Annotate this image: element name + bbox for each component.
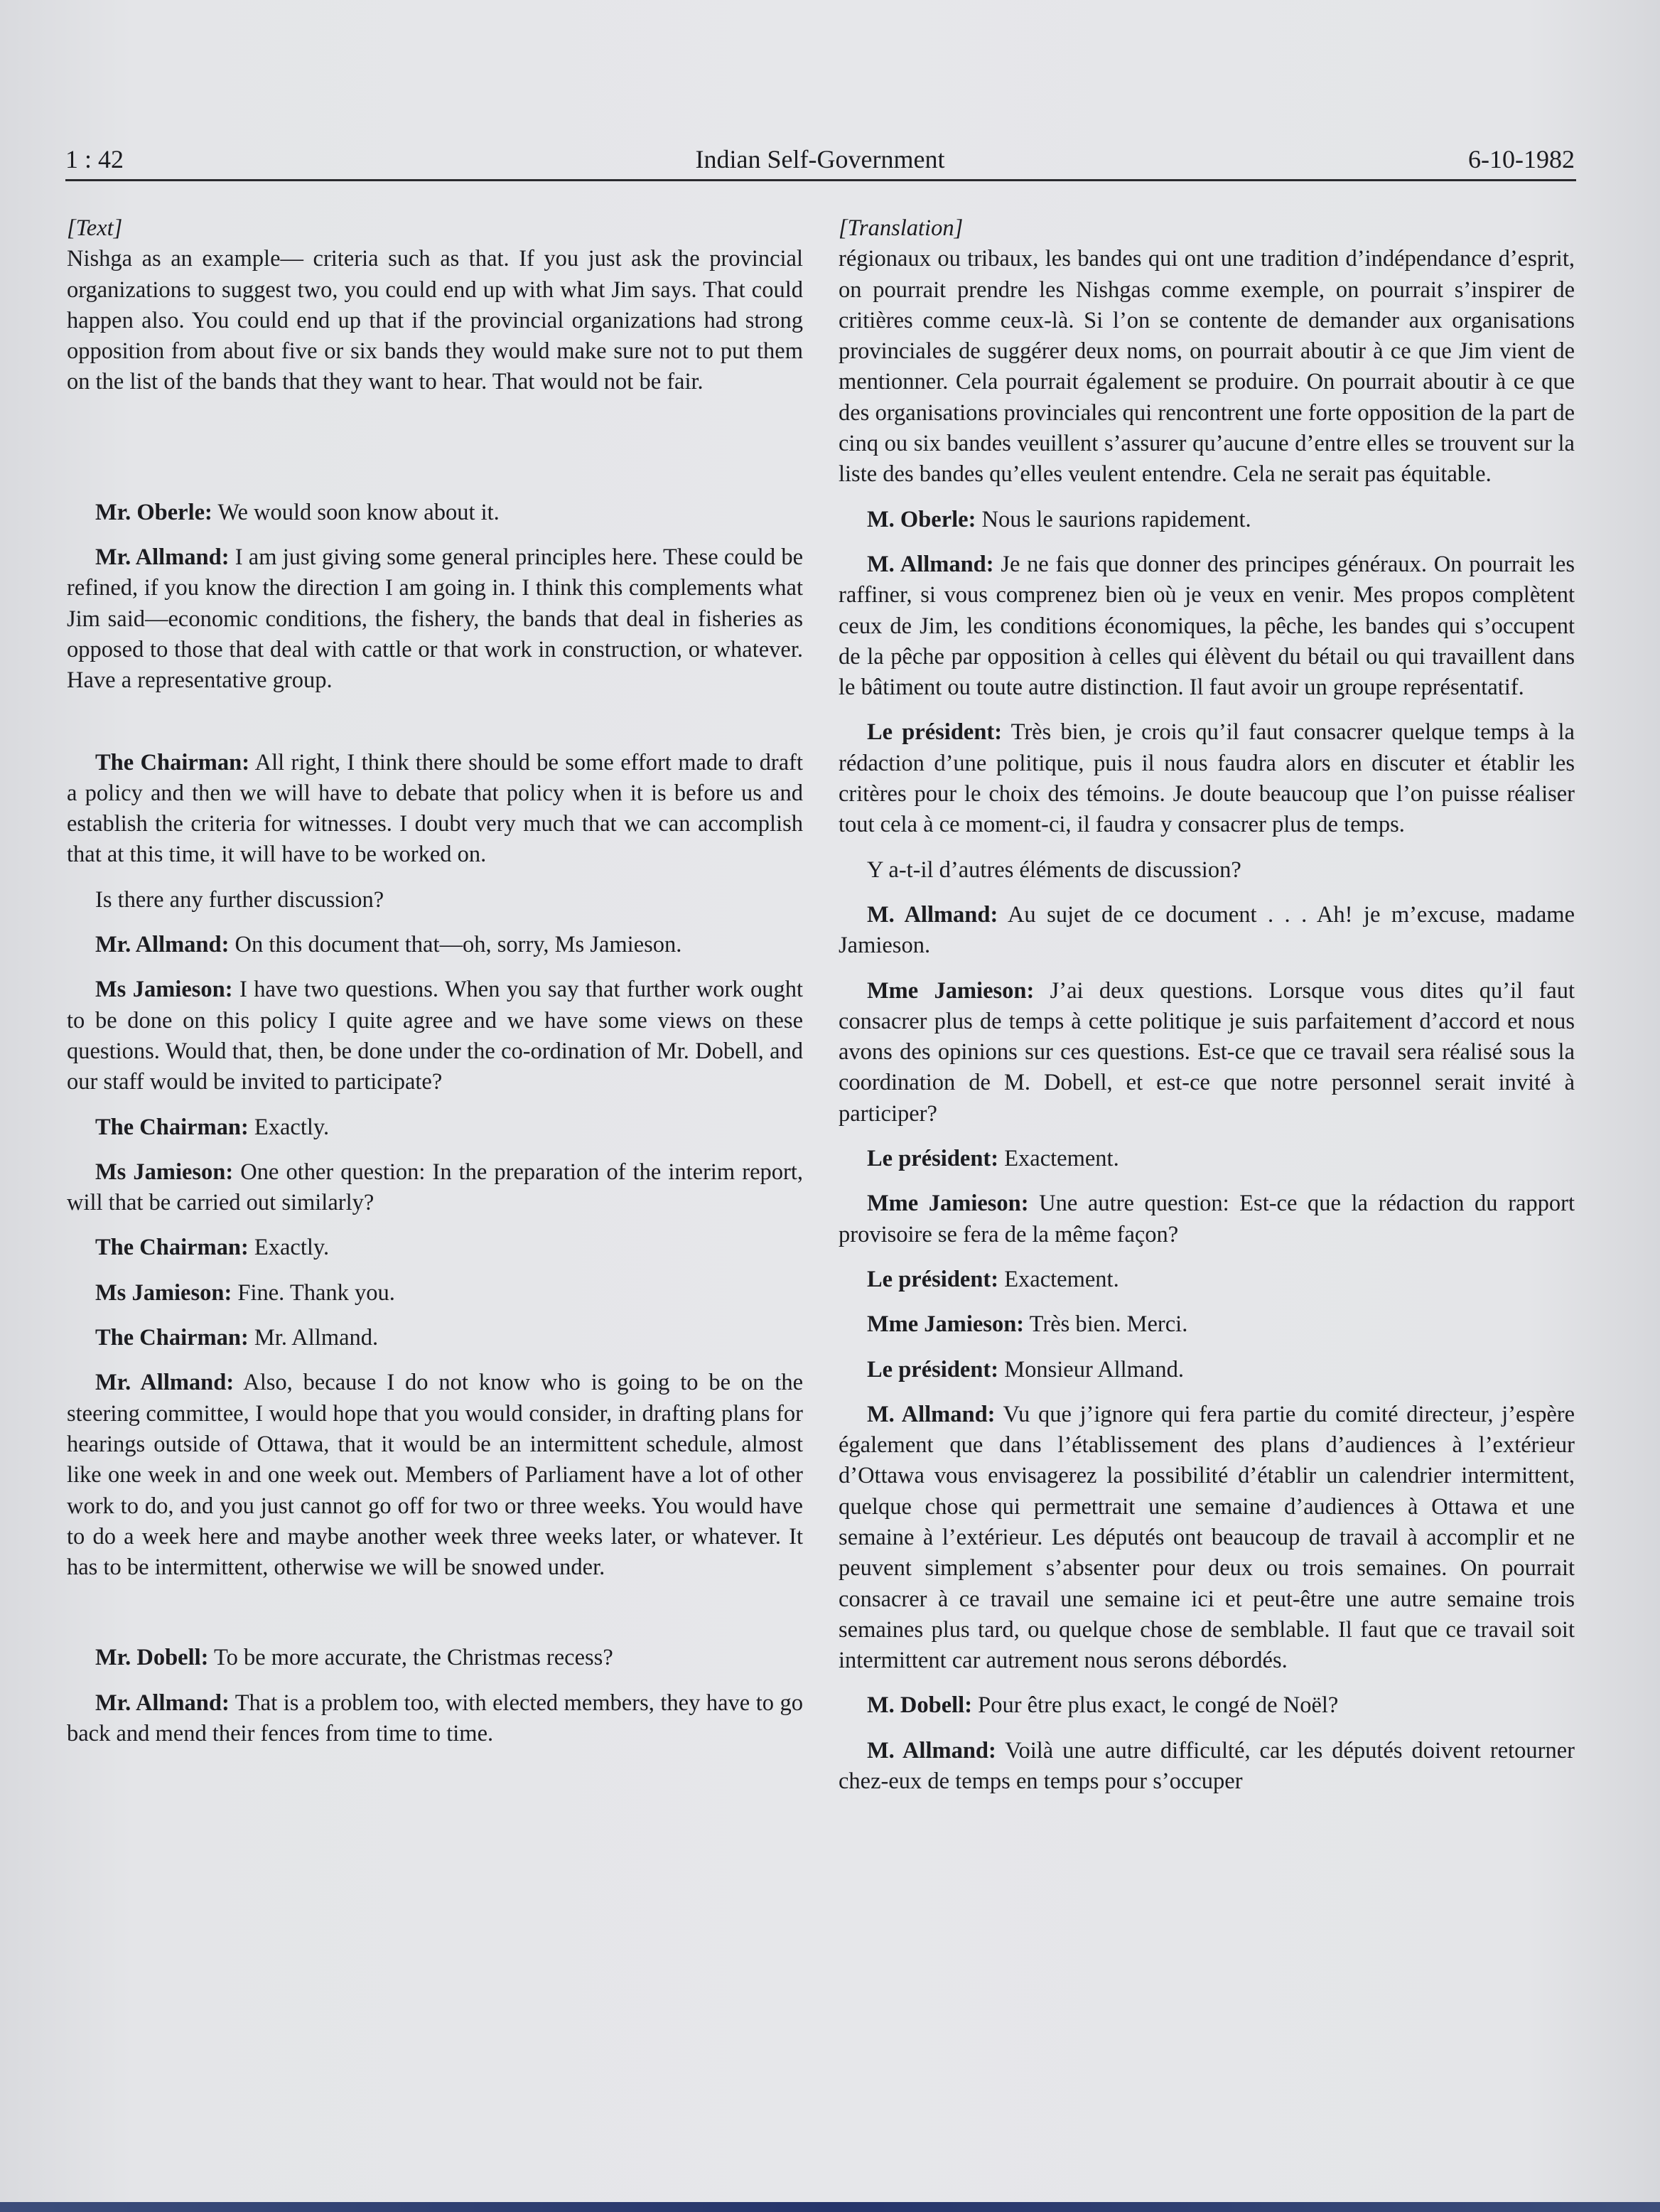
speech-chairman: Le président: Monsieur Allmand. (867, 1356, 1184, 1382)
text-label: [Text] (67, 215, 123, 241)
speaker-name: The Chairman: (95, 749, 250, 775)
speaker-name: M. Allmand: (867, 1401, 996, 1427)
header-date: 6-10-1982 (1468, 145, 1575, 173)
paragraph: Nishga as an example— criteria such as that. If you just ask the provincial organizations to suggest two, you could end up with what Jim says. That could happen also. You could end up that if the provincial organizations had strong opposition from about five or six bands they would make sure not to put them on the list of the bands that they want to hear. That would not be fair. (67, 246, 803, 395)
speaker-name: Mr. Allmand: (95, 1690, 230, 1716)
speaker-name: The Chairman: (95, 1325, 249, 1351)
speech-chairman: The Chairman: Exactly. (95, 1114, 330, 1140)
speaker-name: M. Allmand: (867, 551, 994, 577)
running-header (65, 142, 1575, 182)
speaker-name: Mme Jamieson: (867, 977, 1035, 1004)
speech-jamieson: Ms Jamieson: I have two questions. When you say that further work ought to be done on this policy I quite agree and we have some views on these questions. Would that, then, be done under the co-ordination of Mr. Dobell, and our staff would be invited to participate? (67, 977, 803, 1095)
speaker-name: Le président: (867, 719, 1003, 746)
speaker-name: Ms Jamieson: (95, 1279, 232, 1306)
speaker-name: Mme Jamieson: (867, 1191, 1029, 1217)
speaker-name: M. Allmand: (867, 901, 998, 928)
speech-dobell: M. Dobell: Pour être plus exact, le congé de Noël? (867, 1692, 1339, 1719)
header-rule (65, 179, 1576, 181)
speaker-name: Le président: (867, 1356, 999, 1382)
page-number: 1 : 42 (65, 145, 124, 173)
speaker-name: M. Dobell: (867, 1692, 973, 1719)
speech-jamieson: Ms Jamieson: One other question: In the preparation of the interim report, will that be carried out similarly? (67, 1159, 803, 1216)
speaker-name: The Chairman: (95, 1235, 249, 1261)
paragraph: Y a-t-il d’autres éléments de discussion? (867, 857, 1241, 883)
speech-allmand: Mr. Allmand: Also, because I do not know who is going to be on the steering committee, I would hope that you would consider, in drafting plans for hearings outside of Ottawa, that it would be an intermittent schedule, almost like one week in and one week out. Members of Parliament have a lot of other work to do, and you just cannot go off for two or three weeks. You would have to do a week here and maybe another week three weeks later, or whatever. It has to be intermittent, otherwise we will be snowed under. (67, 1370, 803, 1581)
speaker-name: Ms Jamieson: (95, 1159, 234, 1185)
english-column (67, 213, 803, 1763)
speaker-name: Mr. Allmand: (95, 1370, 235, 1396)
speaker-name: Le président: (867, 1146, 999, 1172)
speaker-name: M. Allmand: (867, 1737, 996, 1763)
paragraph: régionaux ou tribaux, les bandes qui ont une tradition d’indépendance d’esprit, on pourrait prendre les Nishgas comme exemple, on pourrait s’inspirer de critières comme ceux-là. Si l’on se contente de demander aux organisations provinciales de suggérer deux noms, on pourrait aboutir à ce que Jim vient de mentionner. Cela pourrait également se produire. On pourrait aboutir à ce que des organisations provinciales qui rencontrent une forte opposition de la part de cinq ou six bandes veuillent s’assurer qu’aucune d’entre elles se trouvent sur la liste des bandes qu’elles veulent entendre. Cela ne serait pas équitable. (839, 246, 1575, 488)
speech-allmand: M. Allmand: Voilà une autre difficulté, car les députés doivent retourner chez-eux de temps en temps pour s’occuper (839, 1737, 1575, 1795)
speech-allmand: M. Allmand: Je ne fais que donner des principes généraux. On pourrait les raffiner, si vous comprenez bien où je veux en venir. Mes propos complètent ceux de Jim, les conditions économiques, la pêche, les bandes qui s’occupent de la pêche par opposition à celles qui élèvent du bétail ou qui travaillent dans le bâtiment ou toute autre distinction. Il faut avoir un groupe représentatif. (839, 551, 1575, 701)
speaker-name: Mr. Dobell: (95, 1645, 209, 1671)
speech-chairman: Le président: Exactement. (867, 1146, 1119, 1172)
speech-chairman: Le président: Exactement. (867, 1266, 1119, 1292)
speech-allmand: Mr. Allmand: On this document that—oh, sorry, Ms Jamieson. (95, 932, 682, 958)
speaker-name: Mr. Oberle: (95, 499, 212, 525)
speaker-name: Mr. Allmand: (95, 932, 230, 958)
speech-chairman: Le président: Très bien, je crois qu’il faut consacrer quelque temps à la rédaction d’une politique, puis il nous faudra alors en discuter et établir les critères pour le choix des témoins. Je doute beaucoup que l’on puisse réaliser tout cela à ce moment-ci, il faudra y consacrer plus de temps. (839, 719, 1575, 838)
speech-chairman: The Chairman: Exactly. (95, 1235, 330, 1261)
speech-jamieson: Mme Jamieson: Très bien. Merci. (867, 1311, 1188, 1338)
speaker-name: Mr. Allmand: (95, 544, 230, 571)
speech-allmand: Mr. Allmand: I am just giving some general principles here. These could be refined, if you know the direction I am going in. I think this complements what Jim said—economic conditions, the fishery, the bands that deal in fisheries as opposed to those that deal with cattle or that work in construction, or whatever. Have a representative group. (67, 544, 803, 694)
speaker-name: Mme Jamieson: (867, 1311, 1025, 1338)
speaker-name: Le président: (867, 1266, 999, 1292)
translation-label: [Translation] (839, 215, 964, 241)
speech-chairman: The Chairman: Mr. Allmand. (95, 1325, 379, 1351)
speech-jamieson: Mme Jamieson: J’ai deux questions. Lorsque vous dites qu’il faut consacrer plus de temps à cette politique je suis parfaitement d’accord et nous avons des opinions sur ces questions. Est-ce que ce travail sera réalisé sous la coordination de M. Dobell, et est-ce que notre personnel serait invité à participer? (839, 977, 1575, 1127)
binding-edge (0, 2202, 1660, 2212)
speaker-name: Ms Jamieson: (95, 977, 233, 1003)
speech-jamieson: Mme Jamieson: Une autre question: Est-ce que la rédaction du rapport provisoire se fera de la même façon? (839, 1191, 1575, 1247)
speech-allmand: Mr. Allmand: That is a problem too, with elected members, they have to go back and mend their fences from time to time. (67, 1690, 803, 1746)
french-column (839, 213, 1575, 1811)
speech-allmand: M. Allmand: Vu que j’ignore qui fera partie du comité directeur, j’espère également que dans l’établissement des plans d’audiences à l’extérieur d’Ottawa vous envisagerez la possibilité d’établir un calendrier intermittent, quelque chose qui permettrait une semaine d’audiences à Ottawa et une semaine à l’extérieur. Les députés ont beaucoup de travail à accomplir et ne peuvent simplement s’absenter pour deux ou trois semaines. On pourrait consacrer à ce travail une semaine ici et peut-être une autre semaine trois semaines plus tard, ou quelque chose de semblable. Il faut que ce travail soit intermittent car autrement nous serons débordés. (839, 1401, 1575, 1674)
speech-allmand: M. Allmand: Au sujet de ce document . . . Ah! je m’excuse, madame Jamieson. (839, 901, 1575, 959)
speech-oberle: M. Oberle: Nous le saurions rapidement. (867, 506, 1251, 532)
speech-jamieson: Ms Jamieson: Fine. Thank you. (95, 1279, 395, 1306)
speaker-name: The Chairman: (95, 1114, 249, 1140)
speech-dobell: Mr. Dobell: To be more accurate, the Christmas recess? (95, 1645, 613, 1671)
paragraph: Is there any further discussion? (95, 886, 384, 913)
speaker-name: M. Oberle: (867, 506, 976, 532)
speech-chairman: The Chairman: All right, I think there should be some effort made to draft a policy and then we will have to debate that policy when it is before us and establish the criteria for witnesses. I doubt very much that we can accomplish that at this time, it will have to be worked on. (67, 749, 803, 868)
speech-oberle: Mr. Oberle: We would soon know about it. (95, 499, 500, 525)
publication-title: Indian Self-Government (695, 145, 945, 173)
